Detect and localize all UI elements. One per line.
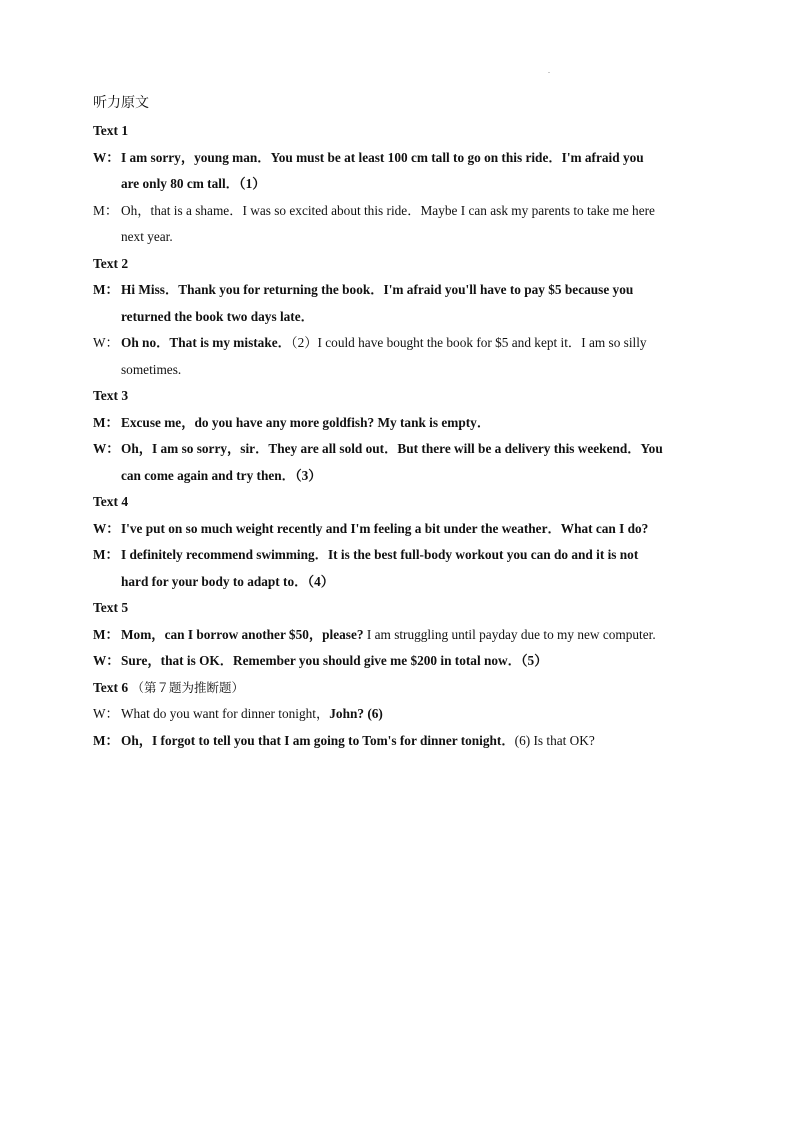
speaker-label: M：: [93, 626, 119, 642]
text-label-1: Text 1: [93, 123, 129, 138]
dialogue-line: [93, 198, 663, 251]
line-bold-text: Sure，that is OK．Remember you should give me $200 in total now．（5）: [121, 653, 548, 668]
speaker-label: M：: [93, 282, 119, 297]
line-bold-text: Oh，I forgot to tell you that I am going to Tom's for dinner tonight．: [121, 732, 515, 748]
speaker-label: W：: [93, 149, 120, 165]
speaker-label: M：: [93, 202, 119, 218]
line-text: What do you want for dinner tonight，: [121, 706, 330, 721]
line-bold-text: Mom，can I borrow another $50，please?: [121, 626, 364, 642]
dialogue-line: [93, 728, 663, 755]
corner-mark: .: [548, 66, 550, 75]
text-label-6: [93, 675, 663, 702]
speaker-label: M：: [93, 414, 119, 430]
text-label-6-note: （第７题为推断题）: [131, 679, 245, 695]
speaker-label: W：: [93, 335, 119, 350]
transcript: [93, 118, 663, 754]
speaker-label: W：: [93, 441, 120, 456]
dialogue-line: [93, 410, 663, 437]
dialogue-line: [93, 277, 663, 330]
text-label-2: Text 2: [93, 255, 129, 271]
dialogue-line: [93, 145, 663, 198]
dialogue-line: [93, 701, 663, 728]
line-bold-text: I definitely recommend swimming．It is the best full-body workout you can do and it is not hard for your body to adapt to．（4）: [121, 547, 639, 589]
speaker-label: W：: [93, 653, 120, 668]
dialogue-line: [93, 542, 663, 595]
line-bold-text: Oh，I am so sorry，sir．They are all sold out．But there will be a delivery this weekend．You can come again and try then．（3）: [121, 441, 663, 483]
dialogue-line: [93, 622, 663, 649]
line-bold-text: Oh no．That is my mistake．: [121, 335, 291, 350]
dialogue-line: [93, 516, 663, 543]
text-label-5: Text 5: [93, 600, 129, 615]
speaker-label: M：: [93, 732, 119, 748]
text-label-4: Text 4: [93, 494, 129, 509]
dialogue-line: [93, 330, 663, 383]
dialogue-line: [93, 648, 663, 675]
line-text: Oh，that is a shame．I was so excited about this ride．Maybe I can ask my parents to take me here next year.: [121, 202, 655, 244]
line-text: I am struggling until payday due to my new computer.: [363, 626, 656, 642]
line-bold-text: Excuse me，do you have any more goldfish? My tank is empty．: [121, 414, 491, 430]
speaker-label: W：: [93, 706, 119, 721]
speaker-label: W：: [93, 520, 120, 536]
line-bold-text: I am sorry，young man．You must be at least 100 cm tall to go on this ride．I'm afraid you are only 80 cm tall．（1）: [121, 149, 644, 191]
speaker-label: M：: [93, 547, 119, 562]
text-label-6-title: Text 6: [93, 679, 129, 695]
line-text: （2）I could have bought the book for $5 and kept it．I am so silly sometimes.: [121, 335, 647, 377]
line-bold-text: Hi Miss．Thank you for returning the book．I'm afraid you'll have to pay $5 because you returned the book two days late．: [121, 282, 634, 324]
line-bold-text: I've put on so much weight recently and I'm feeling a bit under the weather．What can I do?: [121, 520, 649, 536]
text-label-3: Text 3: [93, 388, 129, 403]
line-bold-text-2: John? (6): [329, 706, 383, 721]
line-text: (6) Is that OK?: [514, 732, 595, 748]
dialogue-line: [93, 436, 663, 489]
page-heading: 听力原文: [93, 95, 149, 111]
